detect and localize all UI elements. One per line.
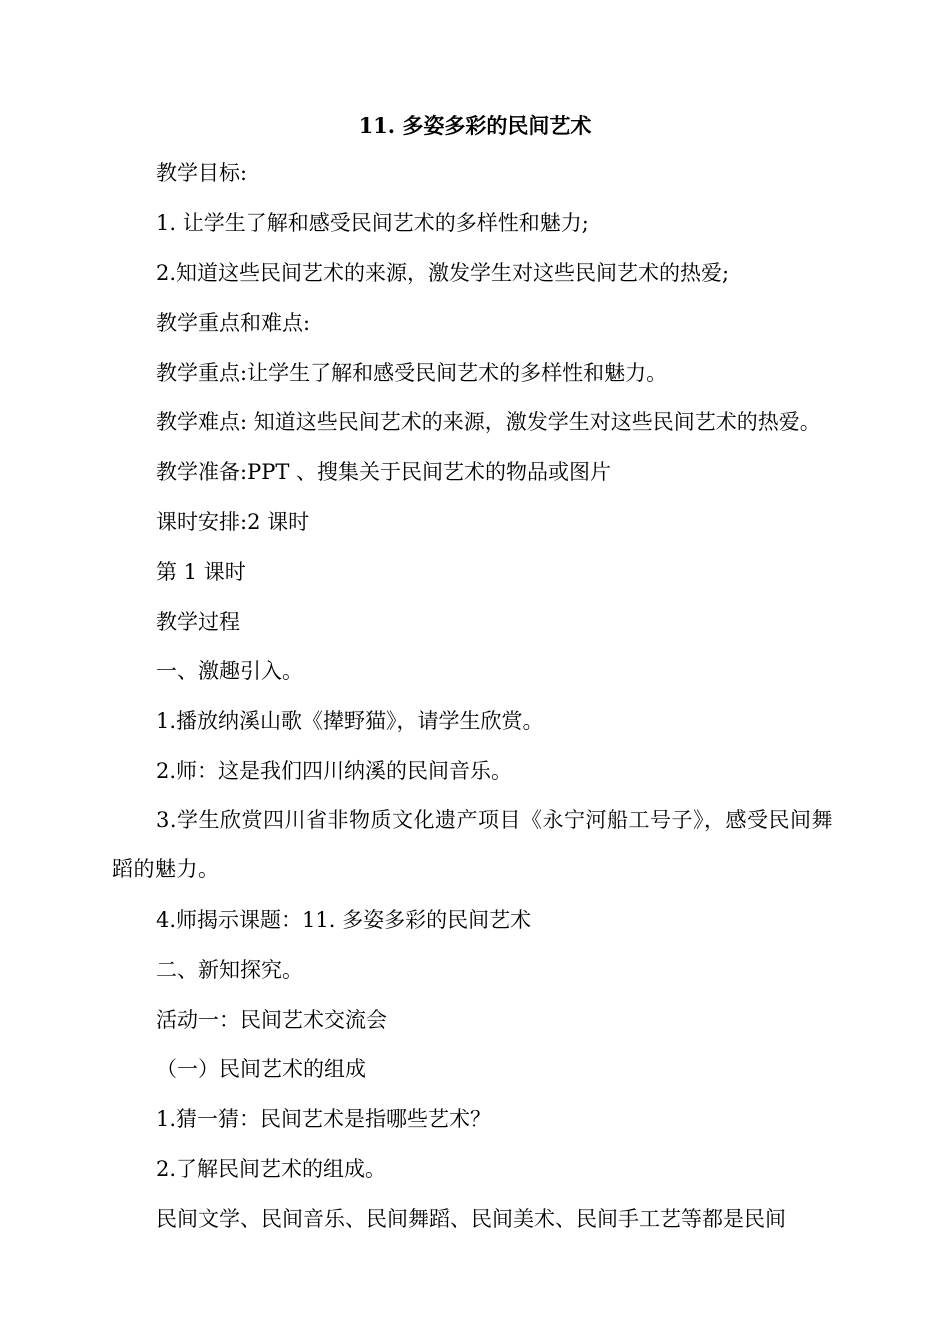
paragraph-section-1: 一、激趣引入。 bbox=[156, 659, 303, 683]
paragraph-process-heading: 教学过程 bbox=[156, 610, 240, 634]
paragraph-section-2: 二、新知探究。 bbox=[156, 958, 303, 982]
paragraph-difficulty: 教学难点: 知道这些民间艺术的来源，激发学生对这些民间艺术的热爱。 bbox=[156, 410, 821, 434]
paragraph-activity-1: 活动一：民间艺术交流会 bbox=[156, 1008, 387, 1032]
paragraph-key-points-heading: 教学重点和难点: bbox=[156, 311, 311, 335]
paragraph-objectives-heading: 教学目标: bbox=[156, 161, 248, 185]
document-title: 11. 多姿多彩的民间艺术 bbox=[358, 113, 592, 138]
paragraph-step-2: 2.师：这是我们四川纳溪的民间音乐。 bbox=[156, 759, 513, 783]
paragraph-objective-2: 2.知道这些民间艺术的来源，激发学生对这些民间艺术的热爱; bbox=[156, 261, 730, 285]
paragraph-schedule: 课时安排:2 课时 bbox=[156, 510, 310, 534]
paragraph-guess: 1.猜一猜：民间艺术是指哪些艺术？ bbox=[156, 1107, 492, 1131]
paragraph-objective-1: 1. 让学生了解和感受民间艺术的多样性和魅力; bbox=[156, 211, 589, 235]
paragraph-preparation: 教学准备:PPT 、搜集关于民间艺术的物品或图片 bbox=[156, 460, 612, 484]
paragraph-lesson-number: 第 1 课时 bbox=[156, 560, 246, 584]
paragraph-key-point: 教学重点:让学生了解和感受民间艺术的多样性和魅力。 bbox=[156, 361, 668, 385]
paragraph-step-3: 3.学生欣赏四川省非物质文化遗产项目《永宁河船工号子》，感受民间舞蹈的魅力。 bbox=[112, 808, 834, 881]
paragraph-composition-detail: 民间文学、民间音乐、民间舞蹈、民间美术、民间手工艺等都是民间 bbox=[156, 1207, 786, 1231]
paragraph-composition: 2.了解民间艺术的组成。 bbox=[156, 1157, 387, 1181]
paragraph-step-1: 1.播放纳溪山歌《撵野猫》，请学生欣赏。 bbox=[156, 709, 544, 733]
paragraph-step-4: 4.师揭示课题：11. 多姿多彩的民间艺术 bbox=[156, 908, 532, 932]
paragraph-subsection-1: （一）民间艺术的组成 bbox=[156, 1057, 366, 1081]
